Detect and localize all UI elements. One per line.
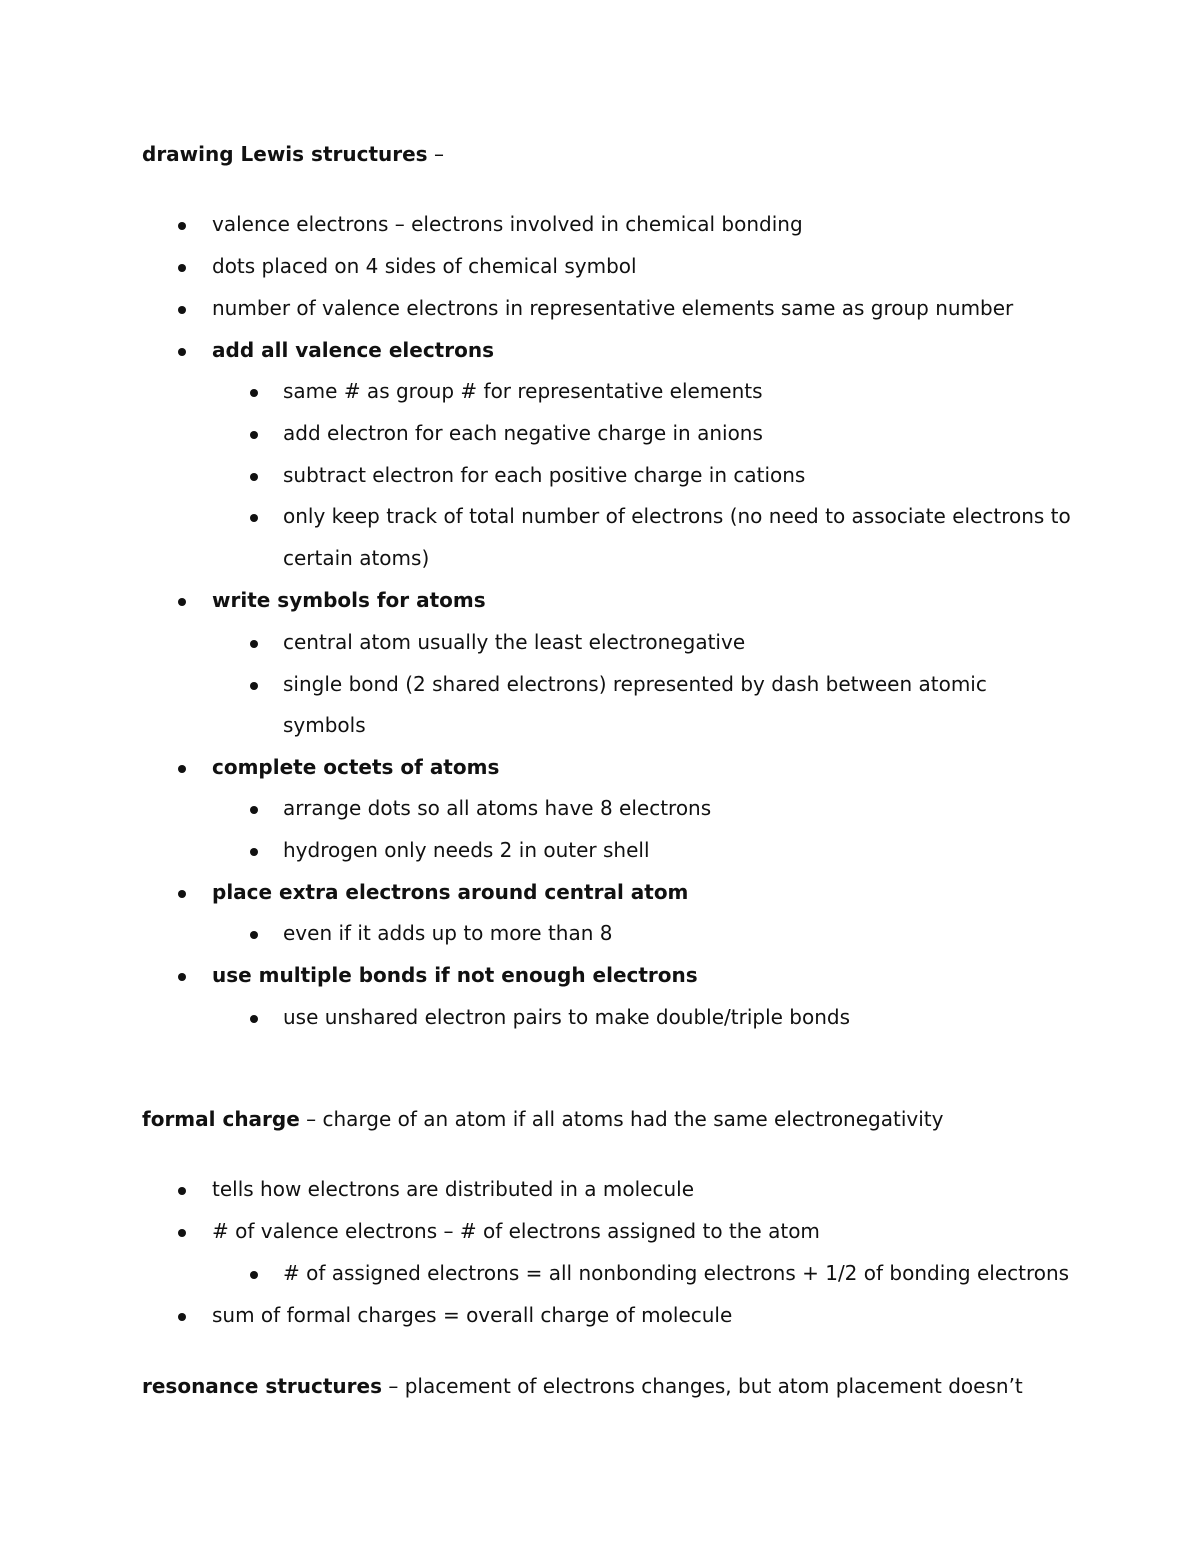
- sub-bullet: [250, 640, 258, 648]
- list-item: tells how electrons are distributed in a molecule: [212, 1177, 695, 1201]
- bullet: [178, 306, 186, 314]
- list-item-heading: place extra electrons around central atom: [212, 880, 689, 904]
- list-item-heading: use multiple bonds if not enough electrons: [212, 963, 698, 987]
- sub-list-item-continuation: symbols: [283, 713, 366, 737]
- sub-bullet: [250, 1015, 258, 1023]
- bullet: [178, 222, 186, 230]
- list-item: sum of formal charges = overall charge of molecule: [212, 1303, 733, 1327]
- resonance-heading: [142, 1372, 1023, 1400]
- formal-charge-heading: [142, 1105, 943, 1133]
- sub-list-item-continuation: certain atoms): [283, 546, 430, 570]
- sub-bullet: [250, 682, 258, 690]
- sub-bullet: [250, 431, 258, 439]
- lewis-heading: [142, 140, 444, 168]
- sub-bullet: [250, 473, 258, 481]
- sub-bullet: [250, 1271, 258, 1279]
- bullet: [178, 598, 186, 606]
- sub-list-item: single bond (2 shared electrons) represented by dash between atomic: [283, 672, 987, 696]
- sub-list-item: only keep track of total number of electrons (no need to associate electrons to: [283, 504, 1071, 528]
- lewis-heading-suffix: –: [427, 142, 444, 166]
- formal-charge-definition: – charge of an atom if all atoms had the same electronegativity: [299, 1107, 944, 1131]
- sub-list-item: use unshared electron pairs to make double/triple bonds: [283, 1005, 851, 1029]
- resonance-term: resonance structures: [142, 1374, 382, 1398]
- list-item: valence electrons – electrons involved in chemical bonding: [212, 212, 803, 236]
- list-item: # of valence electrons – # of electrons assigned to the atom: [212, 1219, 820, 1243]
- sub-list-item: subtract electron for each positive charge in cations: [283, 463, 806, 487]
- sub-bullet: [250, 931, 258, 939]
- sub-bullet: [250, 806, 258, 814]
- bullet: [178, 973, 186, 981]
- sub-bullet: [250, 848, 258, 856]
- list-item: number of valence electrons in representative elements same as group number: [212, 296, 1014, 320]
- sub-list-item: # of assigned electrons = all nonbonding electrons + 1/2 of bonding electrons: [283, 1261, 1070, 1285]
- bullet: [178, 1187, 186, 1195]
- sub-list-item: hydrogen only needs 2 in outer shell: [283, 838, 650, 862]
- sub-list-item: arrange dots so all atoms have 8 electrons: [283, 796, 712, 820]
- sub-list-item: add electron for each negative charge in anions: [283, 421, 763, 445]
- lewis-term: drawing Lewis structures: [142, 142, 428, 166]
- sub-list-item: same # as group # for representative elements: [283, 379, 763, 403]
- bullet: [178, 1229, 186, 1237]
- sub-bullet: [250, 389, 258, 397]
- list-item-heading: complete octets of atoms: [212, 755, 500, 779]
- bullet: [178, 348, 186, 356]
- list-item: dots placed on 4 sides of chemical symbol: [212, 254, 637, 278]
- bullet: [178, 765, 186, 773]
- list-item-heading: write symbols for atoms: [212, 588, 486, 612]
- bullet: [178, 264, 186, 272]
- sub-bullet: [250, 514, 258, 522]
- sub-list-item: even if it adds up to more than 8: [283, 921, 613, 945]
- bullet: [178, 1313, 186, 1321]
- resonance-definition: – placement of electrons changes, but atom placement doesn’t: [381, 1374, 1023, 1398]
- list-item-heading: add all valence electrons: [212, 338, 494, 362]
- formal-charge-term: formal charge: [142, 1107, 300, 1131]
- sub-list-item: central atom usually the least electronegative: [283, 630, 746, 654]
- bullet: [178, 890, 186, 898]
